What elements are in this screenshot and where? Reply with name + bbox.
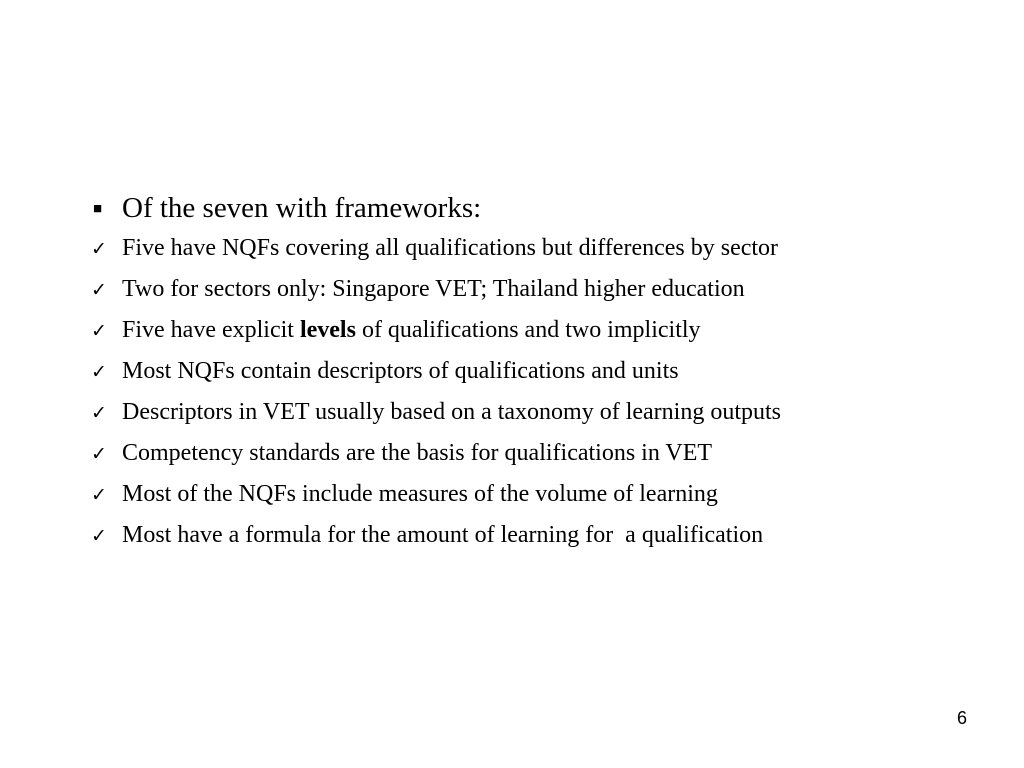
checkmark-icon: ✓ bbox=[91, 279, 107, 301]
heading-bullet bbox=[90, 188, 990, 228]
checkmark-icon: ✓ bbox=[91, 525, 107, 547]
list-item bbox=[90, 228, 990, 269]
checklist bbox=[90, 228, 990, 556]
list-item-text: Competency standards are the basis for qualifications in VET bbox=[122, 440, 713, 466]
square-bullet-icon: ■ bbox=[93, 201, 103, 217]
checkmark-icon: ✓ bbox=[91, 238, 107, 260]
list-item-text: Five have NQFs covering all qualifications but differences by sector bbox=[122, 235, 779, 261]
slide-body bbox=[90, 188, 990, 556]
checkmark-icon: ✓ bbox=[91, 443, 107, 465]
page-number: 6 bbox=[956, 708, 967, 728]
list-item bbox=[90, 310, 990, 351]
list-item bbox=[90, 433, 990, 474]
heading-bullet-text: Of the seven with frameworks: bbox=[122, 192, 482, 224]
emphasis-levels: levels bbox=[299, 317, 356, 343]
list-item-text: Most of the NQFs include measures of the volume of learning bbox=[122, 481, 718, 507]
checkmark-icon: ✓ bbox=[91, 402, 107, 424]
checkmark-icon: ✓ bbox=[91, 361, 107, 383]
list-item-text: Descriptors in VET usually based on a taxonomy of learning outputs bbox=[122, 399, 782, 425]
checkmark-icon: ✓ bbox=[91, 484, 107, 506]
list-item bbox=[90, 269, 990, 310]
list-item bbox=[90, 392, 990, 433]
list-item bbox=[90, 474, 990, 515]
list-item-text-after: of qualifications and two implicitly bbox=[355, 317, 701, 343]
list-item-text: Most have a formula for the amount of learning for a qualification bbox=[122, 522, 764, 548]
list-item-text: Most NQFs contain descriptors of qualifications and units bbox=[122, 358, 679, 384]
list-item bbox=[90, 351, 990, 392]
list-item bbox=[90, 515, 990, 556]
list-item-text: Two for sectors only: Singapore VET; Thailand higher education bbox=[122, 276, 745, 302]
checkmark-icon: ✓ bbox=[91, 320, 107, 342]
list-item-text-before: Five have explicit bbox=[122, 317, 300, 343]
list-item-text bbox=[122, 310, 701, 351]
